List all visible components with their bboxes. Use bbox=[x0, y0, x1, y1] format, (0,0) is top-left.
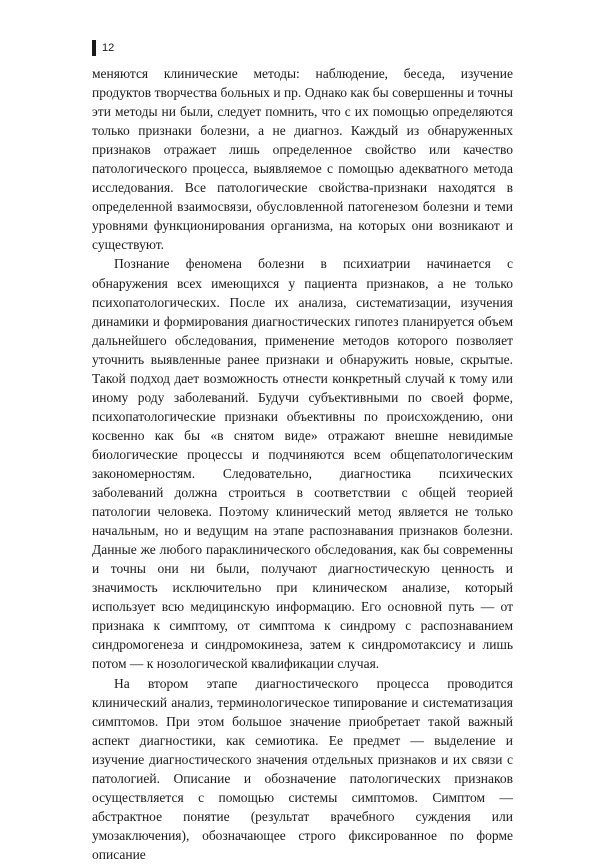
paragraph-2: Познание феномена болезни в психиатрии начинается с обнаружения всех имеющихся у пациента признаков, а не только психопатологических. После их анализа, систематизации, изучения динамики и формирования диагностических гипотез планируется объем дальнейшего обследования, применение методов которого позволяет уточнить выявленные ранее признаки и обнаружить новые, скрытые. Такой подход дает возможность отнести конкретный случай к тому или иному роду заболеваний. Будучи субъективными по своей форме, психопатологические признаки объективны по происхождению, они косвенно как бы «в снятом виде» отражают внешне невидимые биологические процессы и подчиняются всем общепатологическим закономерностям. Следовательно, диагностика психических заболеваний должна строиться в соответствии с общей теорией патологии человека. Поэтому клинический метод является не только начальным, но и ведущим на этапе распознавания признаков болезни. Данные же любого параклинического обследования, как бы современны и точны они ни были, получают диагностическую ценность и значимость исключительно при клиническом анализе, который использует всю медицинскую информацию. Его основной путь — от признака к симптому, от симптома к синдрому с распознаванием синдромогенеза и синдромокинеза, затем к синдромотаксису и лишь потом — к нозологической квалификации случая. bbox=[92, 256, 513, 672]
header-bar bbox=[92, 40, 96, 56]
page-header bbox=[92, 40, 114, 56]
paragraph-3: На втором этапе диагностического процесса проводится клинический анализ, терминологическое типирование и систематизация симптомов. При этом большое значение приобретает такой важный аспект диагностики, как семиотика. Ее предмет — выделение и изучение диагностического значения отдельных признаков и их связи с патологией. Описание и обозначение патологических признаков осуществляется с помощью системы симптомов. Симптом — абстрактное понятие (результат врачебного суждения или умозаключения), обозначающее строго фиксированное по форме описание bbox=[92, 675, 513, 862]
page-body bbox=[92, 64, 513, 864]
page-number: 12 bbox=[102, 42, 115, 54]
paragraph-1: меняются клинические методы: наблюдение, беседа, изучение продуктов творчества больных и пр. Однако как бы совершенны и точны эти методы ни были, следует помнить, что с их помощью определяются только признаки болезни, а не диагноз. Каждый из обнаруженных признаков отражает лишь определенное свойство или качество патологического процесса, выявляемое с помощью адекватного метода исследования. Все патологические свойства-признаки находятся в определенной взаимосвязи, обусловленной патогенезом болезни и теми уровнями функционирования организма, на которых они возникают и существуют. bbox=[92, 66, 513, 253]
